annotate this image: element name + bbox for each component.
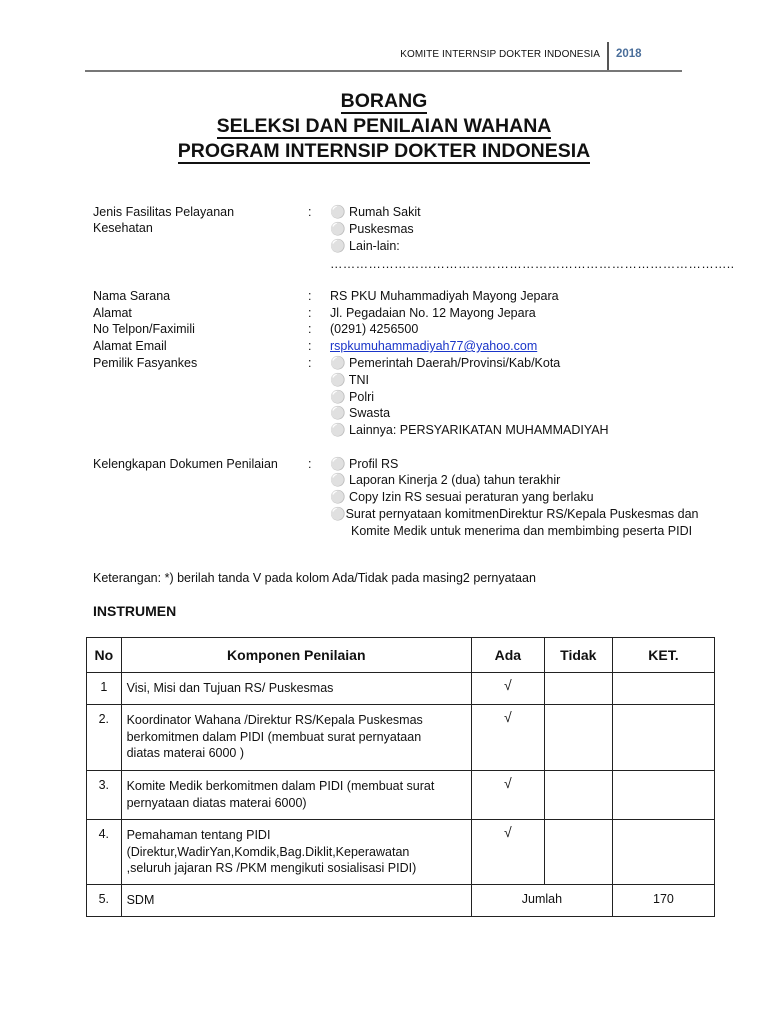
nama-label: Nama Sarana <box>93 289 171 303</box>
row-komponen: Komite Medik berkomitmen dalam PIDI (membuat surat pernyataan diatas materai 6000) <box>121 771 471 820</box>
colon: : <box>308 339 312 353</box>
header-no: No <box>87 638 122 673</box>
jumlah-value: 170 <box>612 885 714 917</box>
note-text: Keterangan: *) berilah tanda V pada kolom Ada/Tidak pada masing2 pernyataan <box>93 571 536 585</box>
row-ada-check[interactable]: √ <box>471 771 544 820</box>
row-ket[interactable] <box>612 673 714 705</box>
instrumen-heading: INSTRUMEN <box>93 603 177 619</box>
header-komponen: Komponen Penilaian <box>121 638 471 673</box>
row-tidak-check[interactable] <box>544 771 612 820</box>
pemilik-option[interactable]: ⚪ Swasta <box>330 406 391 420</box>
email-link[interactable]: rspkumuhammadiyah77@yahoo.com <box>330 339 538 353</box>
table-row-total <box>87 885 715 917</box>
jenis-label: Jenis Fasilitas Pelayanan <box>93 205 235 219</box>
title-line-2: SELEKSI DAN PENILAIAN WAHANA <box>216 115 552 137</box>
jenis-other-dots: ………………………………………………………………………………….. <box>330 257 735 271</box>
dokumen-option[interactable]: ⚪Surat pernyataan komitmenDirektur RS/Kepala Puskesmas dan <box>330 507 699 521</box>
table-row <box>87 673 715 705</box>
telp-value: (0291) 4256500 <box>330 322 419 336</box>
dokumen-option[interactable]: ⚪ Laporan Kinerja 2 (dua) tahun terakhir <box>330 473 561 487</box>
colon: : <box>308 457 312 471</box>
header-divider <box>607 42 609 70</box>
table-header-row <box>87 638 715 673</box>
jenis-option[interactable]: ⚪ Lain-lain: <box>330 239 400 253</box>
jenis-label-cont: Kesehatan <box>93 221 153 235</box>
pemilik-option[interactable]: ⚪ Lainnya: PERSYARIKATAN MUHAMMADIYAH <box>330 423 609 437</box>
alamat-label: Alamat <box>93 306 132 320</box>
nama-value: RS PKU Muhammadiyah Mayong Jepara <box>330 289 559 303</box>
colon: : <box>308 306 312 320</box>
row-komponen: Pemahaman tentang PIDI (Direktur,WadirYan,Komdik,Bag.Diklit,Keperawatan ,seluruh jajaran RS /PKM mengikuti sosialisasi PIDI) <box>121 820 471 885</box>
header-tidak: Tidak <box>544 638 612 673</box>
colon: : <box>308 356 312 370</box>
row-ada-check[interactable]: √ <box>471 820 544 885</box>
header-rule <box>85 70 682 72</box>
instrument-table <box>86 637 715 917</box>
row-tidak-check[interactable] <box>544 673 612 705</box>
row-no: 3. <box>87 771 122 820</box>
title-line-1: BORANG <box>340 90 428 112</box>
jumlah-label: Jumlah <box>471 885 612 917</box>
header-ket: KET. <box>612 638 714 673</box>
row-no: 1 <box>87 673 122 705</box>
header-org: KOMITE INTERNSIP DOKTER INDONESIA <box>400 49 600 60</box>
row-no: 5. <box>87 885 122 917</box>
table-row <box>87 705 715 771</box>
row-no: 2. <box>87 705 122 771</box>
header-year: 2018 <box>616 48 642 60</box>
row-no: 4. <box>87 820 122 885</box>
row-ada-check[interactable]: √ <box>471 705 544 771</box>
table-row <box>87 771 715 820</box>
dokumen-label: Kelengkapan Dokumen Penilaian <box>93 457 278 471</box>
pemilik-option[interactable]: ⚪ TNI <box>330 373 369 387</box>
page-header <box>85 46 682 72</box>
pemilik-label: Pemilik Fasyankes <box>93 356 198 370</box>
row-komponen: Koordinator Wahana /Direktur RS/Kepala Puskesmas berkomitmen dalam PIDI (membuat surat pernyataan diatas materai 6000 ) <box>121 705 471 771</box>
colon: : <box>308 322 312 336</box>
row-komponen: Visi, Misi dan Tujuan RS/ Puskesmas <box>121 673 471 705</box>
header-ada: Ada <box>471 638 544 673</box>
dokumen-option[interactable]: ⚪ Profil RS <box>330 457 399 471</box>
row-ket[interactable] <box>612 705 714 771</box>
row-komponen: SDM <box>121 885 471 917</box>
alamat-value: Jl. Pegadaian No. 12 Mayong Jepara <box>330 306 536 320</box>
email-label: Alamat Email <box>93 339 167 353</box>
row-tidak-check[interactable] <box>544 820 612 885</box>
jenis-option[interactable]: ⚪ Puskesmas <box>330 222 414 236</box>
row-ket[interactable] <box>612 771 714 820</box>
telp-label: No Telpon/Faximili <box>93 322 195 336</box>
jenis-option[interactable]: ⚪ Rumah Sakit <box>330 205 421 219</box>
title-line-3: PROGRAM INTERNSIP DOKTER INDONESIA <box>177 140 591 162</box>
row-ada-check[interactable]: √ <box>471 673 544 705</box>
dokumen-option[interactable]: ⚪ Copy Izin RS sesuai peraturan yang berlaku <box>330 490 594 504</box>
row-ket[interactable] <box>612 820 714 885</box>
pemilik-option[interactable]: ⚪ Pemerintah Daerah/Provinsi/Kab/Kota <box>330 356 561 370</box>
colon: : <box>308 289 312 303</box>
colon: : <box>308 205 312 219</box>
pemilik-option[interactable]: ⚪ Polri <box>330 390 375 404</box>
dokumen-option-cont: Komite Medik untuk menerima dan membimbing peserta PIDI <box>351 524 693 538</box>
table-row <box>87 820 715 885</box>
row-tidak-check[interactable] <box>544 705 612 771</box>
